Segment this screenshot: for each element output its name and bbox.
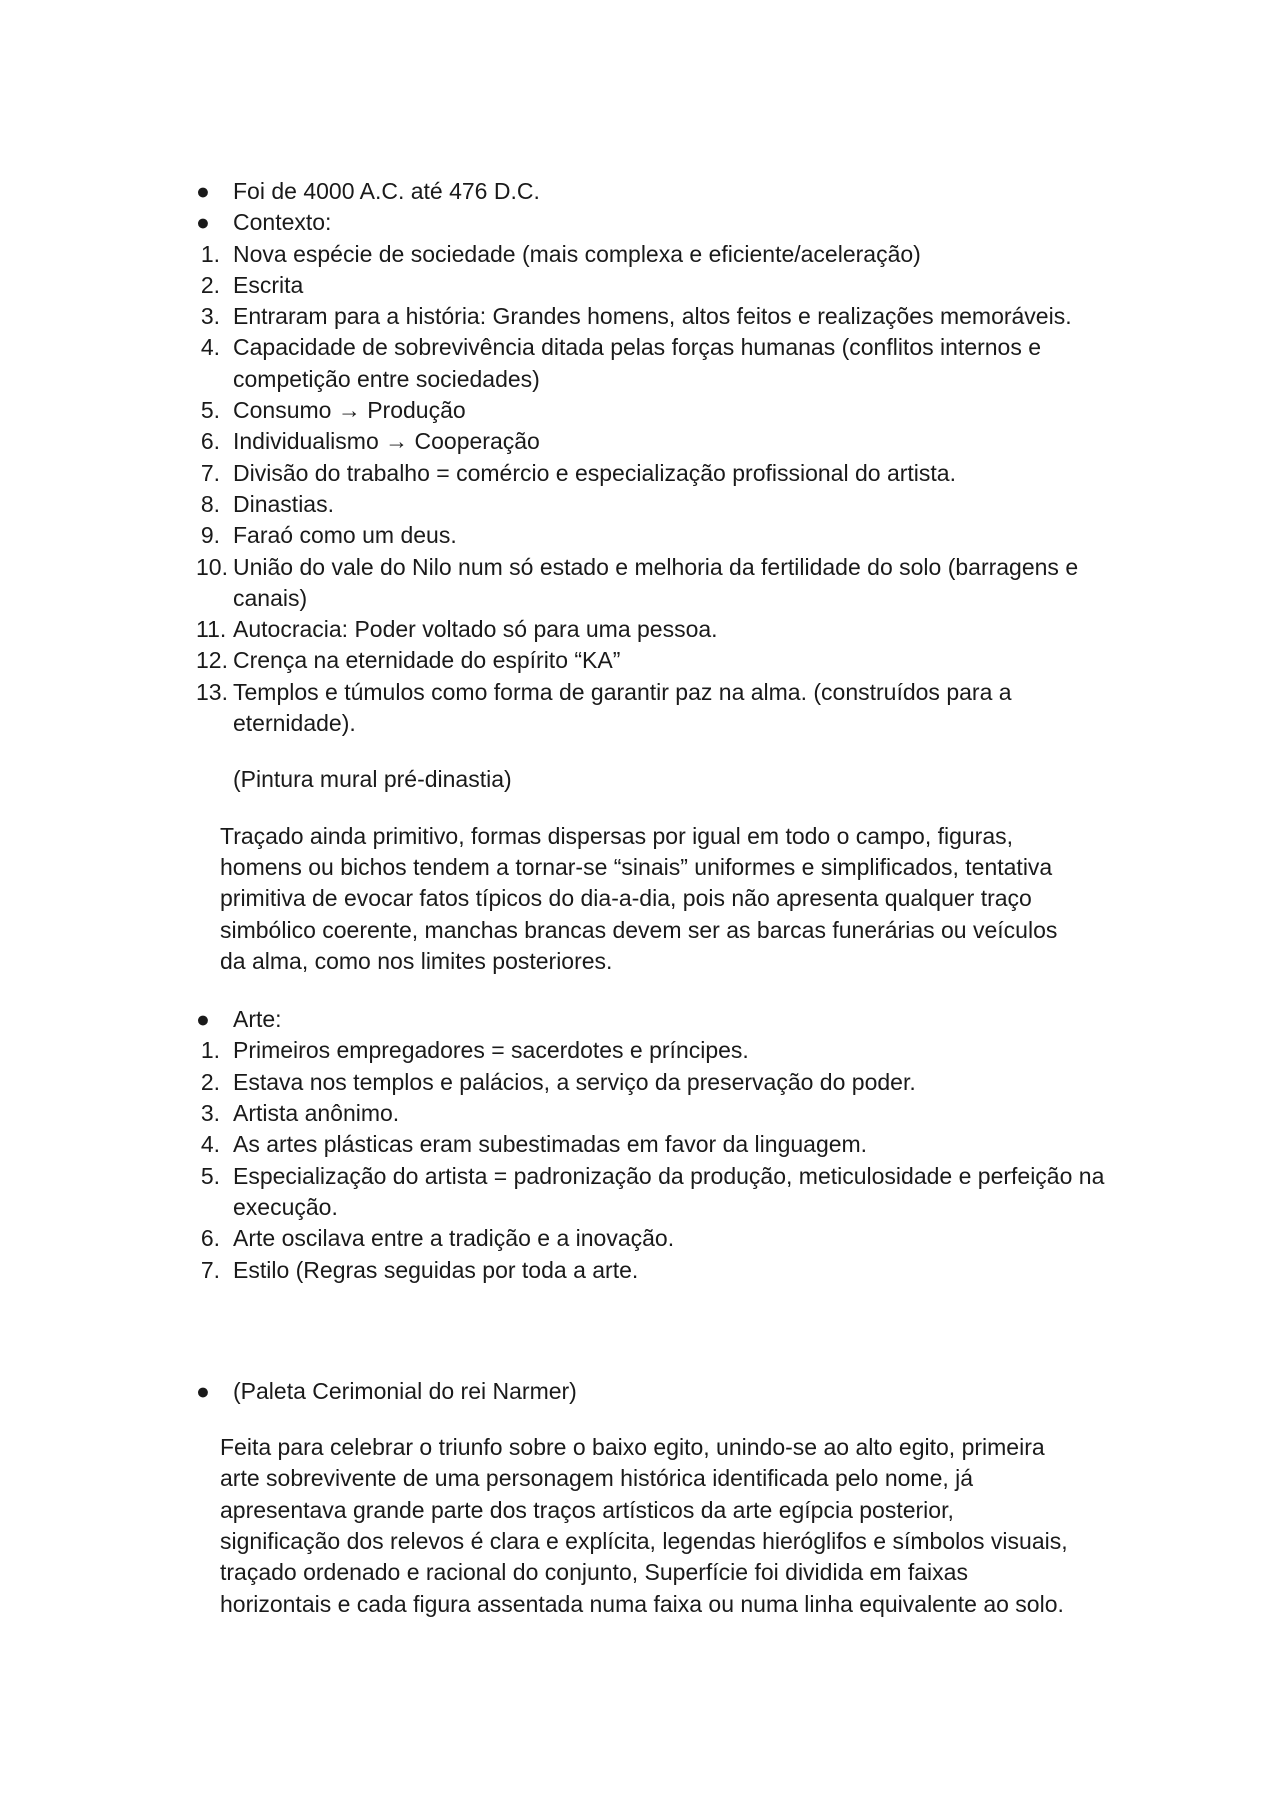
- narmer-paragraph: Feita para celebrar o triunfo sobre o baixo egito, unindo-se ao alto egito, primeira arte sobrevivente de uma personagem histórica identificada pelo nome, já apresentava grande parte dos traços artísticos da arte egípcia posterior, significação dos relevos é clara e explícita, legendas hieróglifos e símbolos visuais, traçado ordenado e racional do conjunto, Superfície foi dividida em faixas horizontais e cada figura assentada numa faixa ou numa linha equivalente ao solo.: [220, 1434, 1068, 1617]
- list-item: 3. Artista anônimo.: [200, 1100, 400, 1127]
- list-item: 2. Estava nos templos e palácios, a serviço da preservação do poder.: [200, 1068, 916, 1095]
- list-item-text: Foi de 4000 A.C. até 476 D.C.: [233, 178, 540, 204]
- list-item: 4. Capacidade de sobrevivência ditada pelas forças humanas (conflitos internos e competição entre sociedades): [200, 334, 1042, 392]
- list-item: 11. Autocracia: Poder voltado só para uma pessoa.: [196, 616, 718, 643]
- bullet-icon: ●: [196, 178, 210, 204]
- list-item: 6. Individualismo → Cooperação: [200, 428, 540, 455]
- document-body: [196, 176, 1116, 1620]
- section-label: (Paleta Cerimonial do rei Narmer): [233, 1377, 577, 1404]
- list-item: 9. Faraó como um deus.: [200, 522, 457, 549]
- mural-paragraph: Traçado ainda primitivo, formas dispersas por igual em todo o campo, figuras, homens ou bichos tendem a tornar-se “sinais” uniformes e simplificados, tentativa primitiva de evocar fatos típicos do dia-a-dia, pois não apresenta qualquer traço simbólico coerente, manchas brancas devem ser as barcas funerárias ou veículos da alma, como nos limites posteriores.: [220, 822, 1058, 974]
- list-item: 8. Dinastias.: [200, 490, 334, 517]
- list-item: 10. União do vale do Nilo num só estado e melhoria da fertilidade do solo (barragens e canais): [196, 553, 1079, 611]
- list-item: 5. Especialização do artista = padronização da produção, meticulosidade e perfeição na execução.: [200, 1162, 1105, 1220]
- list-item: 3. Entraram para a história: Grandes homens, altos feitos e realizações memoráveis.: [200, 303, 1072, 330]
- bullet-item-context: [196, 207, 1116, 238]
- list-item: 7. Estilo (Regras seguidas por toda a arte.: [200, 1256, 639, 1283]
- list-item: 2. Escrita: [200, 271, 304, 298]
- list-item: 7. Divisão do trabalho = comércio e especialização profissional do artista.: [200, 459, 956, 486]
- list-item: 4. As artes plásticas eram subestimadas em favor da linguagem.: [200, 1131, 868, 1158]
- bullet-icon: ●: [196, 1006, 210, 1033]
- section-label: Arte:: [233, 1006, 282, 1033]
- list-item: 1. Nova espécie de sociedade (mais complexa e eficiente/aceleração): [200, 240, 921, 267]
- mural-caption: (Pintura mural pré-dinastia): [233, 766, 512, 793]
- list-item: 1. Primeiros empregadores = sacerdotes e príncipes.: [200, 1037, 749, 1064]
- list-item: 5. Consumo → Produção: [200, 397, 466, 424]
- bullet-icon: ●: [196, 209, 210, 236]
- list-item-text: Contexto:: [233, 209, 332, 236]
- list-item: 12. Crença na eternidade do espírito “KA”: [196, 647, 621, 674]
- bullet-item-period: [196, 176, 1116, 207]
- bullet-item-art: [196, 1004, 1116, 1035]
- list-item: 13. Templos e túmulos como forma de garantir paz na alma. (construídos para a eternidade).: [196, 678, 1012, 737]
- bullet-item-narmer: [196, 1376, 1116, 1407]
- list-item: 6. Arte oscilava entre a tradição e a inovação.: [200, 1225, 675, 1252]
- bullet-icon: ●: [196, 1377, 210, 1404]
